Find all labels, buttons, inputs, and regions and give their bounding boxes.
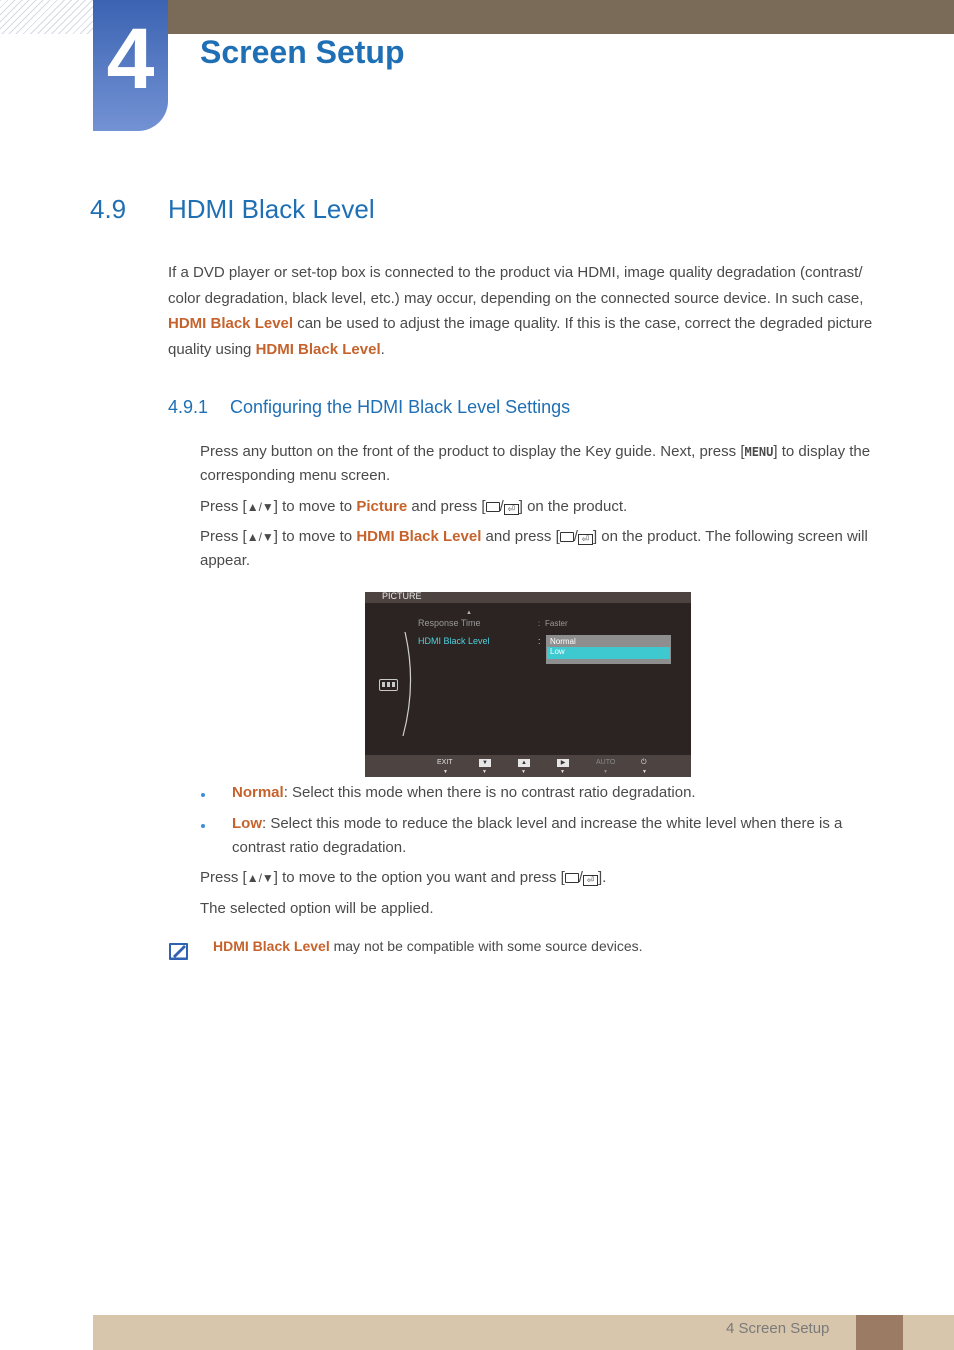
osd-scroll-up-icon: ▲	[466, 610, 472, 616]
bullet-icon	[201, 824, 205, 828]
osd-down-marker-icon: ▼	[482, 769, 487, 775]
step-2-text-a: Press [	[200, 498, 247, 515]
osd-menu-screenshot	[365, 592, 691, 777]
step-5: The selected option will be applied.	[200, 900, 434, 917]
enter-button-icon: ⏎	[504, 504, 519, 515]
footer-page-box	[856, 1315, 903, 1350]
menu-key-icon: MENU	[744, 445, 774, 459]
note-body: may not be compatible with some source devices.	[333, 938, 643, 954]
osd-row-response-time-value: Faster	[545, 619, 568, 628]
step-1-text-b: ] to display the corresponding menu screen.	[200, 443, 871, 484]
osd-menu-arc-icon	[393, 630, 417, 738]
osd-down-marker-icon: ▼	[521, 769, 526, 775]
enter-button-icon: ⏎	[578, 534, 593, 545]
intro-highlight-2: HDMI Black Level	[255, 340, 381, 358]
step-4-text-c: ].	[597, 869, 607, 886]
enter-button-icon: ⏎	[583, 875, 598, 886]
step-2-highlight: Picture	[356, 498, 408, 515]
intro-text-2: can be used to adjust the image quality. If this is the case, correct the degraded picture quality using	[168, 315, 873, 358]
source-button-icon	[486, 502, 500, 512]
intro-text-1: If a DVD player or set-top box is connected to the product via HDMI, image quality degradation (contrast/ color degradation, black level, etc.) may occur, depending on the connected source device. In such case,	[168, 264, 864, 307]
osd-down-marker-icon: ▼	[642, 769, 647, 775]
bullet-low	[232, 812, 882, 860]
step-3-highlight: HDMI Black Level	[356, 528, 482, 545]
step-3-text-b: ] to move to	[273, 528, 353, 545]
step-1-text-a: Press any button on the front of the product to display the Key guide. Next, press [	[200, 443, 745, 460]
intro-text-3: .	[380, 340, 385, 358]
step-3-text-c: and press [	[485, 528, 560, 545]
osd-up-key-icon: ▲	[518, 759, 530, 767]
footer-chapter-label: 4 Screen Setup	[726, 1320, 830, 1337]
osd-key-guide-bar	[365, 755, 691, 777]
note-highlight: HDMI Black Level	[213, 938, 330, 954]
step-4: Press [▲/▼] to move to the option you want and press [ / ⏎ ].	[200, 869, 607, 886]
osd-down-marker-icon: ▼	[603, 769, 608, 775]
intro-paragraph	[168, 260, 890, 362]
step-2-text-c: and press [	[411, 498, 486, 515]
step-3-text-a: Press [	[200, 528, 247, 545]
step-2-text-d: ] on the product.	[518, 498, 628, 515]
osd-auto-label: AUTO	[596, 759, 616, 766]
step-2-text-b: ] to move to	[273, 498, 353, 515]
chapter-title: Screen Setup	[200, 34, 405, 70]
source-button-icon	[560, 532, 574, 542]
step-3: Press [▲/▼] to move to HDMI Black Level and press [ / ⏎ ] on the product. The following screen will appear.	[200, 528, 868, 569]
osd-option-low: Low	[550, 647, 565, 656]
osd-title: PICTURE	[382, 592, 422, 601]
bullet-low-term: Low	[232, 815, 262, 832]
osd-down-marker-icon: ▼	[443, 769, 448, 775]
osd-power-icon: ⏻	[641, 759, 647, 766]
bullet-normal-term: Normal	[232, 784, 284, 801]
intro-highlight-1: HDMI Black Level	[168, 315, 294, 332]
up-down-arrow-icon: ▲/▼	[246, 530, 274, 544]
step-3-text-d: ] on the product. The following screen will appear.	[200, 528, 868, 569]
bullet-icon	[201, 793, 205, 797]
osd-dropdown	[546, 635, 671, 664]
osd-enter-key-icon: ▶	[557, 759, 569, 767]
source-button-icon	[565, 873, 579, 883]
header-hatch-pattern	[0, 0, 93, 34]
chapter-number-badge: 4	[93, 0, 168, 131]
osd-colon: :	[538, 619, 541, 628]
subsection-title: Configuring the HDMI Black Level Settings	[230, 397, 571, 417]
bullet-normal-text: : Select this mode when there is no contrast ratio degradation.	[283, 784, 696, 801]
up-down-arrow-icon: ▲/▼	[246, 500, 274, 514]
section-title: HDMI Black Level	[168, 194, 375, 224]
header-bar	[168, 0, 954, 34]
bullet-low-text: : Select this mode to reduce the black level and increase the white level when there is a contrast ratio degradation.	[232, 815, 843, 856]
up-down-arrow-icon: ▲/▼	[246, 871, 274, 885]
bullet-normal	[232, 781, 882, 805]
step-2: Press [▲/▼] to move to Picture and press [ / ⏎ ] on the product.	[200, 498, 628, 515]
step-1	[200, 440, 890, 488]
osd-colon: :	[538, 636, 541, 646]
osd-down-key-icon: ▼	[479, 759, 491, 767]
note-text	[213, 938, 643, 954]
osd-option-normal: Normal	[550, 637, 576, 646]
osd-row-hdmi-black-level: HDMI Black Level	[418, 636, 490, 646]
step-4-text-a: Press [	[200, 869, 247, 886]
note-pencil-icon	[168, 940, 190, 962]
step-4-text-b: ] to move to the option you want and press [	[273, 869, 565, 886]
subsection-number: 4.9.1	[168, 397, 209, 417]
osd-row-response-time: Response Time	[418, 618, 481, 628]
osd-down-marker-icon: ▼	[560, 769, 565, 775]
section-number: 4.9	[90, 194, 127, 224]
osd-option-highlight	[547, 647, 670, 659]
osd-exit-label: EXIT	[437, 759, 453, 766]
